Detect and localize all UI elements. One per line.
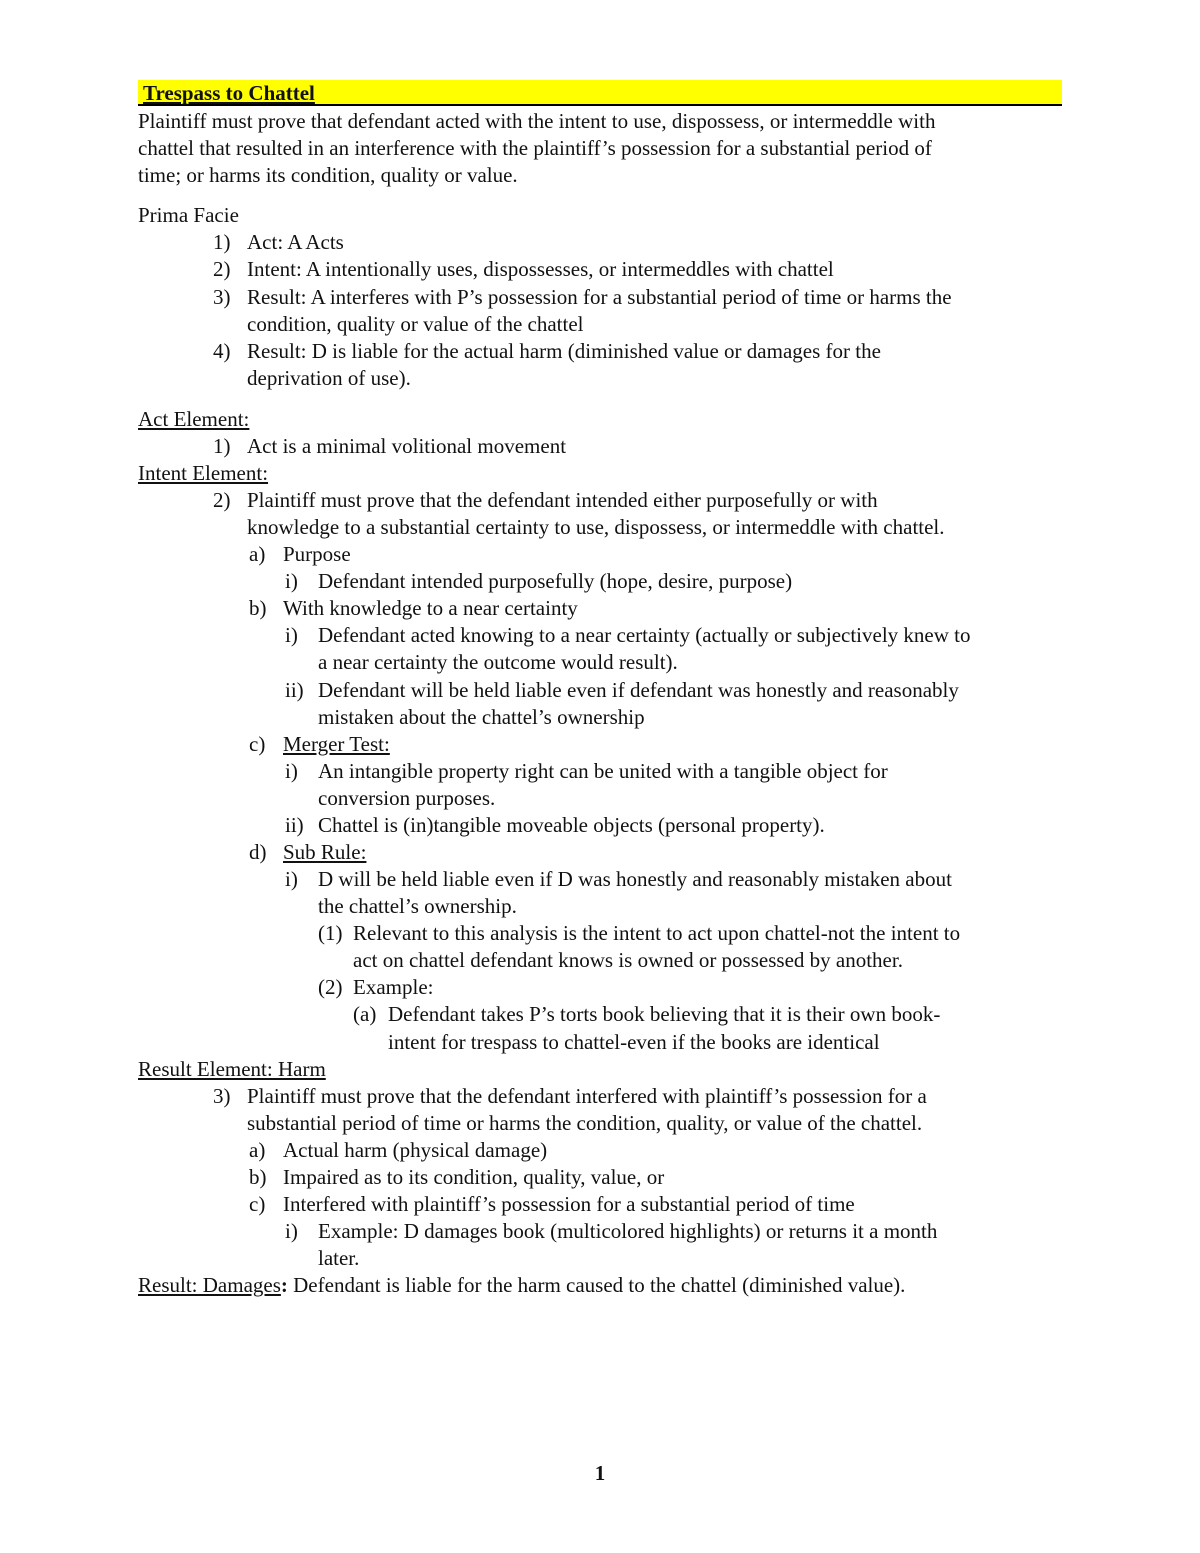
list-number: (1) [318, 921, 343, 945]
list-item: Result: A interferes with P’s possession for a substantial period of time or harms the [247, 285, 952, 309]
damages-heading: Result: Damages [138, 1273, 281, 1297]
list-item: Interfered with plaintiff’s possession for a substantial period of time [283, 1192, 855, 1216]
list-item: Defendant will be held liable even if defendant was honestly and reasonably [318, 678, 959, 702]
list-item: Defendant intended purposefully (hope, desire, purpose) [318, 569, 793, 593]
list-number: b) [249, 1165, 267, 1189]
list-item: a near certainty the outcome would result). [318, 650, 678, 674]
list-number: 2) [213, 257, 231, 281]
list-item: deprivation of use). [247, 366, 411, 390]
list-item: D will be held liable even if D was honestly and reasonably mistaken about [318, 867, 952, 891]
list-item: later. [318, 1246, 360, 1270]
list-number: (2) [318, 975, 343, 999]
list-item: substantial period of time or harms the condition, quality, or value of the chattel. [247, 1111, 923, 1135]
list-item: Example: D damages book (multicolored highlights) or returns it a month [318, 1219, 938, 1243]
list-item: Act: A Acts [247, 230, 344, 254]
list-number: 4) [213, 339, 231, 363]
intent-element-heading: Intent Element: [138, 461, 269, 485]
intro-line: Plaintiff must prove that defendant acted with the intent to use, dispossess, or intermeddle with [138, 109, 936, 133]
act-element-heading: Act Element: [138, 407, 250, 431]
merger-test-heading: Merger Test: [283, 732, 390, 756]
damages-line [138, 1272, 905, 1299]
list-item: Plaintiff must prove that the defendant interfered with plaintiff’s possession for a [247, 1084, 927, 1108]
intro-line: time; or harms its condition, quality or value. [138, 163, 518, 187]
damages-text: Defendant is liable for the harm caused to the chattel (diminished value). [287, 1273, 906, 1297]
list-number: c) [249, 732, 266, 756]
intro-line: chattel that resulted in an interference with the plaintiff’s possession for a substantial period of [138, 136, 932, 160]
list-number: c) [249, 1192, 266, 1216]
list-item: Purpose [283, 542, 351, 566]
list-number: ii) [285, 813, 304, 837]
list-item: knowledge to a substantial certainty to use, dispossess, or intermeddle with chattel. [247, 515, 945, 539]
list-item: condition, quality or value of the chattel [247, 312, 584, 336]
list-item: Defendant takes P’s torts book believing that it is their own book- [388, 1002, 941, 1026]
page-number: 1 [594, 1461, 606, 1485]
sub-rule-heading: Sub Rule: [283, 840, 367, 864]
list-item: Defendant acted knowing to a near certainty (actually or subjectively knew to [318, 623, 971, 647]
list-item: Chattel is (in)tangible moveable objects (personal property). [318, 813, 825, 837]
list-item: conversion purposes. [318, 786, 496, 810]
list-number: i) [285, 759, 298, 783]
list-item: the chattel’s ownership. [318, 894, 517, 918]
list-item: act on chattel defendant knows is owned or possessed by another. [353, 948, 903, 972]
list-number: i) [285, 1219, 298, 1243]
prima-facie-heading: Prima Facie [138, 203, 239, 227]
list-number: a) [249, 1138, 266, 1162]
harm-element-heading: Result Element: Harm [138, 1057, 326, 1081]
list-item: mistaken about the chattel’s ownership [318, 705, 645, 729]
list-item: With knowledge to a near certainty [283, 596, 578, 620]
list-number: 2) [213, 488, 231, 512]
page-title: Trespass to Chattel [143, 81, 315, 105]
list-number: 1) [213, 434, 231, 458]
list-number: a) [249, 542, 266, 566]
damages-colon: : [280, 1273, 288, 1297]
list-number: i) [285, 623, 298, 647]
list-item: An intangible property right can be united with a tangible object for [318, 759, 888, 783]
list-number: 1) [213, 230, 231, 254]
list-item: Actual harm (physical damage) [283, 1138, 548, 1162]
list-number: ii) [285, 678, 304, 702]
list-item: intent for trespass to chattel-even if the books are identical [388, 1030, 880, 1054]
list-number: i) [285, 569, 298, 593]
list-number: i) [285, 867, 298, 891]
list-item: Impaired as to its condition, quality, value, or [283, 1165, 665, 1189]
list-item: Example: [353, 975, 434, 999]
list-item: Plaintiff must prove that the defendant intended either purposefully or with [247, 488, 878, 512]
list-number: 3) [213, 285, 231, 309]
list-item: Act is a minimal volitional movement [247, 434, 567, 458]
list-number: b) [249, 596, 267, 620]
list-number: 3) [213, 1084, 231, 1108]
list-number: (a) [353, 1002, 377, 1026]
list-item: Intent: A intentionally uses, dispossesses, or intermeddles with chattel [247, 257, 834, 281]
list-item: Relevant to this analysis is the intent to act upon chattel-not the intent to [353, 921, 961, 945]
list-item: Result: D is liable for the actual harm (diminished value or damages for the [247, 339, 881, 363]
list-number: d) [249, 840, 267, 864]
